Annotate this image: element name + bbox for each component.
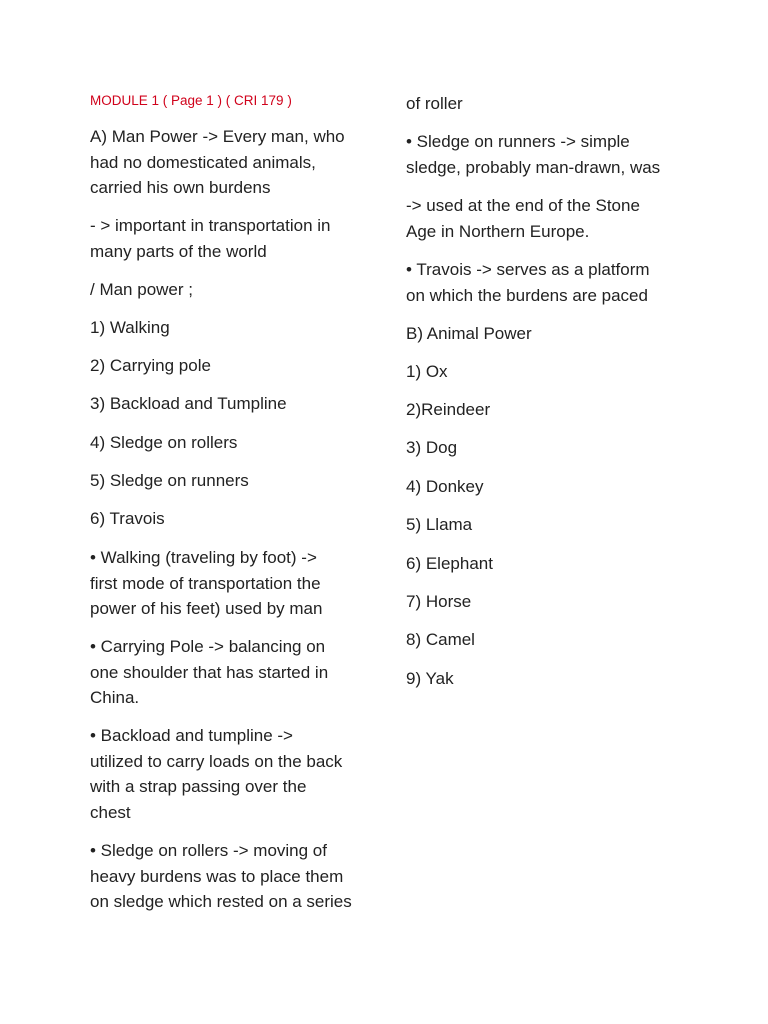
- continuation-line: of roller: [406, 94, 463, 113]
- list-item: 3) Dog: [406, 438, 458, 457]
- list-item: 9) Yak: [406, 669, 454, 688]
- list-item: 2) Carrying pole: [90, 356, 211, 375]
- list-item: 7) Horse: [406, 592, 472, 611]
- list-item: 3) Backload and Tumpline: [90, 394, 287, 413]
- man-power-paragraph: [90, 124, 380, 201]
- list-item: 1) Ox: [406, 362, 448, 381]
- description-line: sledge, probably man-drawn, was: [406, 157, 661, 177]
- description-line: • Walking (traveling by foot) ->: [90, 548, 317, 567]
- description-line: on sledge which rested on a series: [90, 892, 352, 911]
- description-line: • Sledge on runners -> simple: [406, 132, 630, 151]
- description-line: • Carrying Pole -> balancing on: [90, 637, 326, 656]
- description-line: power of his feet) used by man: [90, 599, 323, 618]
- importance-line: - > important in transportation in: [90, 216, 331, 235]
- description-line: on which the burdens are paced: [406, 285, 648, 305]
- man-power-intro-line: -> Every man, who: [202, 127, 345, 146]
- man-power-intro-line: had no domesticated animals,: [90, 152, 316, 172]
- sledge-runners-continuation: [406, 193, 706, 244]
- walking-description: [90, 545, 380, 622]
- man-power-list-heading: / Man power ;: [90, 280, 193, 299]
- description-line: -> used at the end of the Stone: [406, 196, 640, 215]
- list-item: 6) Elephant: [406, 554, 493, 573]
- description-line: chest: [90, 802, 131, 822]
- description-line: China.: [90, 688, 140, 707]
- description-line: • Sledge on rollers -> moving of: [90, 841, 327, 860]
- sledge-rollers-description: [90, 838, 380, 915]
- list-item: 5) Sledge on runners: [90, 471, 249, 490]
- list-item: 2)Reindeer: [406, 400, 491, 419]
- importance-line: many parts of the world: [90, 241, 267, 261]
- carrying-pole-description: [90, 634, 380, 711]
- description-line: • Travois -> serves as a platform: [406, 260, 650, 279]
- travois-description: [406, 257, 706, 308]
- description-line: one shoulder that has started in: [90, 662, 329, 682]
- description-line: with a strap passing over the: [90, 777, 307, 796]
- description-line: heavy burdens was to place them: [90, 866, 344, 886]
- list-item: 8) Camel: [406, 630, 475, 649]
- backload-description: [90, 723, 380, 825]
- description-line: Age in Northern Europe.: [406, 221, 590, 241]
- description-line: utilized to carry loads on the back: [90, 751, 343, 771]
- man-power-heading: A) Man Power: [90, 127, 198, 146]
- sledge-runners-description: [406, 129, 706, 180]
- list-item: 4) Sledge on rollers: [90, 433, 238, 452]
- man-power-intro-line: carried his own burdens: [90, 178, 271, 197]
- list-item: 1) Walking: [90, 318, 170, 337]
- importance-paragraph: [90, 213, 380, 264]
- animal-power-heading: B) Animal Power: [406, 324, 532, 343]
- module-title: MODULE 1 ( Page 1 ) ( CRI 179 ): [90, 93, 292, 108]
- list-item: 4) Donkey: [406, 477, 484, 496]
- list-item: 5) Llama: [406, 515, 473, 534]
- description-line: first mode of transportation the: [90, 573, 321, 593]
- description-line: • Backload and tumpline ->: [90, 726, 293, 745]
- list-item: 6) Travois: [90, 509, 165, 528]
